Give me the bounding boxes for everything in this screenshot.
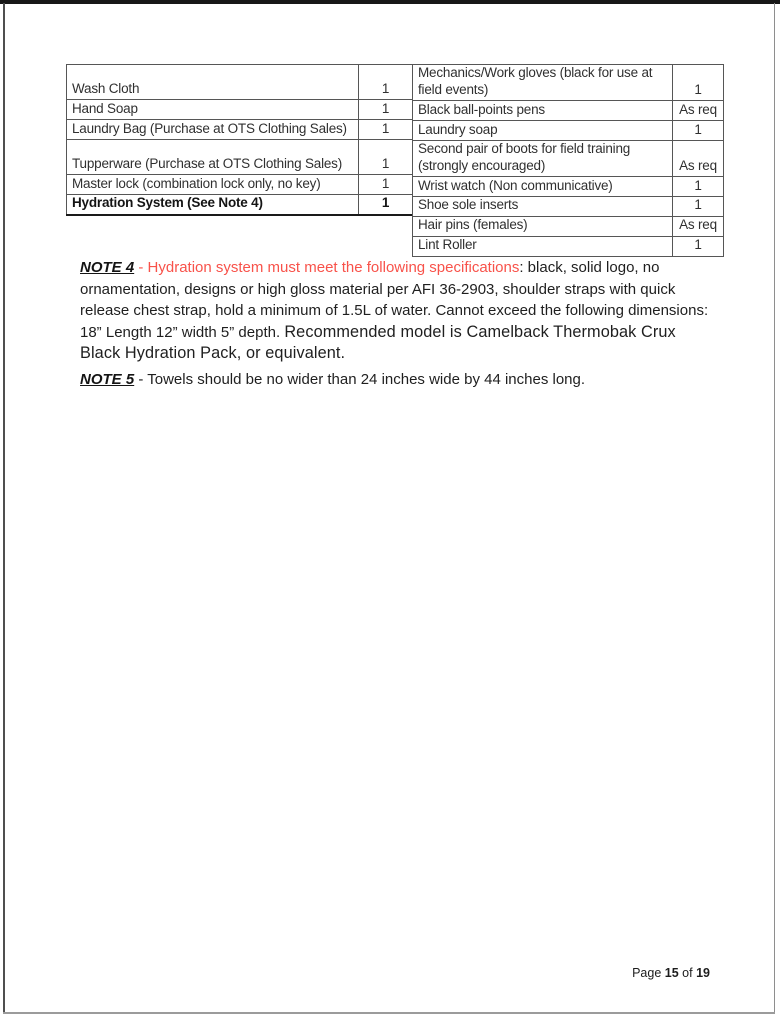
item-cell: Tupperware (Purchase at OTS Clothing Sales): [67, 140, 359, 175]
qty-cell: 1: [359, 195, 413, 215]
qty-cell: 1: [673, 177, 724, 197]
item-cell: Wash Cloth: [67, 65, 359, 100]
table-row: [413, 216, 724, 236]
qty-cell: 1: [359, 175, 413, 195]
qty-cell: 1: [359, 140, 413, 175]
packing-list-table-right: [412, 64, 724, 257]
item-cell: Hair pins (females): [413, 216, 673, 236]
note-4-body: : black, solid logo, no ornamentation, designs or high gloss material per AFI 36-2903, shoulder straps with quick release chest strap, hold a minimum of 1.5L of water. Cannot exceed the following dimensions: 18” Length 12” width 5” depth.: [80, 259, 709, 341]
qty-cell: As req: [673, 216, 724, 236]
table-row: [413, 141, 724, 177]
item-cell: Laundry soap: [413, 121, 673, 141]
note-5: [80, 369, 714, 391]
qty-cell: 1: [673, 121, 724, 141]
item-cell: Hand Soap: [67, 100, 359, 120]
page-right-edge: [774, 3, 775, 1013]
table-row: [413, 236, 724, 256]
table-row: [413, 101, 724, 121]
table-row: [67, 100, 413, 120]
qty-cell: As req: [673, 141, 724, 177]
table-row: [413, 121, 724, 141]
footer-page-label: Page: [632, 966, 662, 980]
footer-of-label: of: [682, 966, 693, 980]
note-5-label: NOTE 5: [80, 370, 135, 388]
footer-page-number: 15: [664, 966, 679, 980]
note-4-red-text: - Hydration system must meet the following specifications: [138, 259, 520, 276]
table-row: [67, 120, 413, 140]
qty-cell: 1: [673, 236, 724, 256]
page-left-edge: [3, 3, 5, 1013]
table-row: [67, 140, 413, 175]
qty-cell: As req: [673, 101, 724, 121]
page-bottom-edge: [3, 1012, 775, 1014]
qty-cell: 1: [673, 197, 724, 217]
page-top-edge: [0, 0, 780, 4]
item-cell: Mechanics/Work gloves (black for use at field events): [413, 65, 673, 101]
item-cell: Hydration System (See Note 4): [67, 195, 359, 215]
table-row: [67, 175, 413, 195]
note-4: [80, 257, 714, 365]
page-footer: [0, 966, 710, 980]
table-row: [67, 195, 413, 215]
item-cell: Master lock (combination lock only, no key): [67, 175, 359, 195]
packing-list-table-left: [66, 64, 413, 216]
qty-cell: 1: [673, 65, 724, 101]
footer-total-pages: 19: [696, 966, 710, 980]
item-cell: Shoe sole inserts: [413, 197, 673, 217]
notes-section: [80, 257, 714, 390]
table-row: [413, 197, 724, 217]
qty-cell: 1: [359, 120, 413, 140]
note-4-recommended-model: Recommended model is Camelback Thermobak Crux Black Hydration Pack, or equivalent.: [80, 322, 676, 362]
table-row: [413, 65, 724, 101]
table-row: [67, 65, 413, 100]
qty-cell: 1: [359, 65, 413, 100]
note-4-label: NOTE 4: [80, 259, 135, 276]
item-cell: Second pair of boots for field training (strongly encouraged): [413, 141, 673, 177]
table-row: [413, 177, 724, 197]
item-cell: Wrist watch (Non communicative): [413, 177, 673, 197]
item-cell: Laundry Bag (Purchase at OTS Clothing Sales): [67, 120, 359, 140]
qty-cell: 1: [359, 100, 413, 120]
item-cell: Lint Roller: [413, 236, 673, 256]
item-cell: Black ball-points pens: [413, 101, 673, 121]
note-5-body: - Towels should be no wider than 24 inches wide by 44 inches long.: [138, 370, 586, 388]
